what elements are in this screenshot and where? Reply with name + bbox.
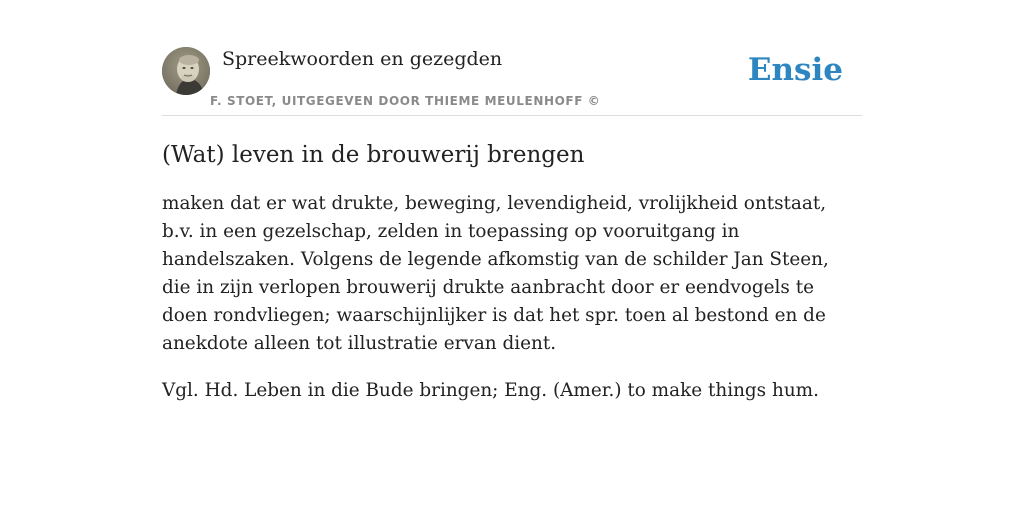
source-author: F. STOET, UITGEGEVEN DOOR THIEME MEULENHOFF © [210,94,601,108]
entry-paragraph-definition: maken dat er wat drukte, beweging, levendigheid, vrolijkheid ontstaat, b.v. in een gezelschap, zelden in toepassing op vooruitgang in handelszaken. Volgens de legende afkomstig van de schilder Jan Steen, die in zijn verlopen brouwerij drukte aanbracht door er eendvogels te doen rondvliegen; waarschijnlijker is dat het spr. toen al bestond en de anekdote alleen tot illustratie ervan dient. [162,193,829,354]
entry-paragraph-comparison: Vgl. Hd. Leben in die Bude bringen; Eng. (Amer.) to make things hum. [162,380,819,401]
entry-title: (Wat) leven in de brouwerij brengen [162,142,585,168]
brand-logo[interactable]: Ensie [747,52,843,88]
author-portrait [162,47,210,95]
source-header [162,47,862,116]
author-portrait-image [162,47,210,95]
source-title[interactable]: Spreekwoorden en gezegden [222,48,503,70]
entry-card [162,47,862,405]
